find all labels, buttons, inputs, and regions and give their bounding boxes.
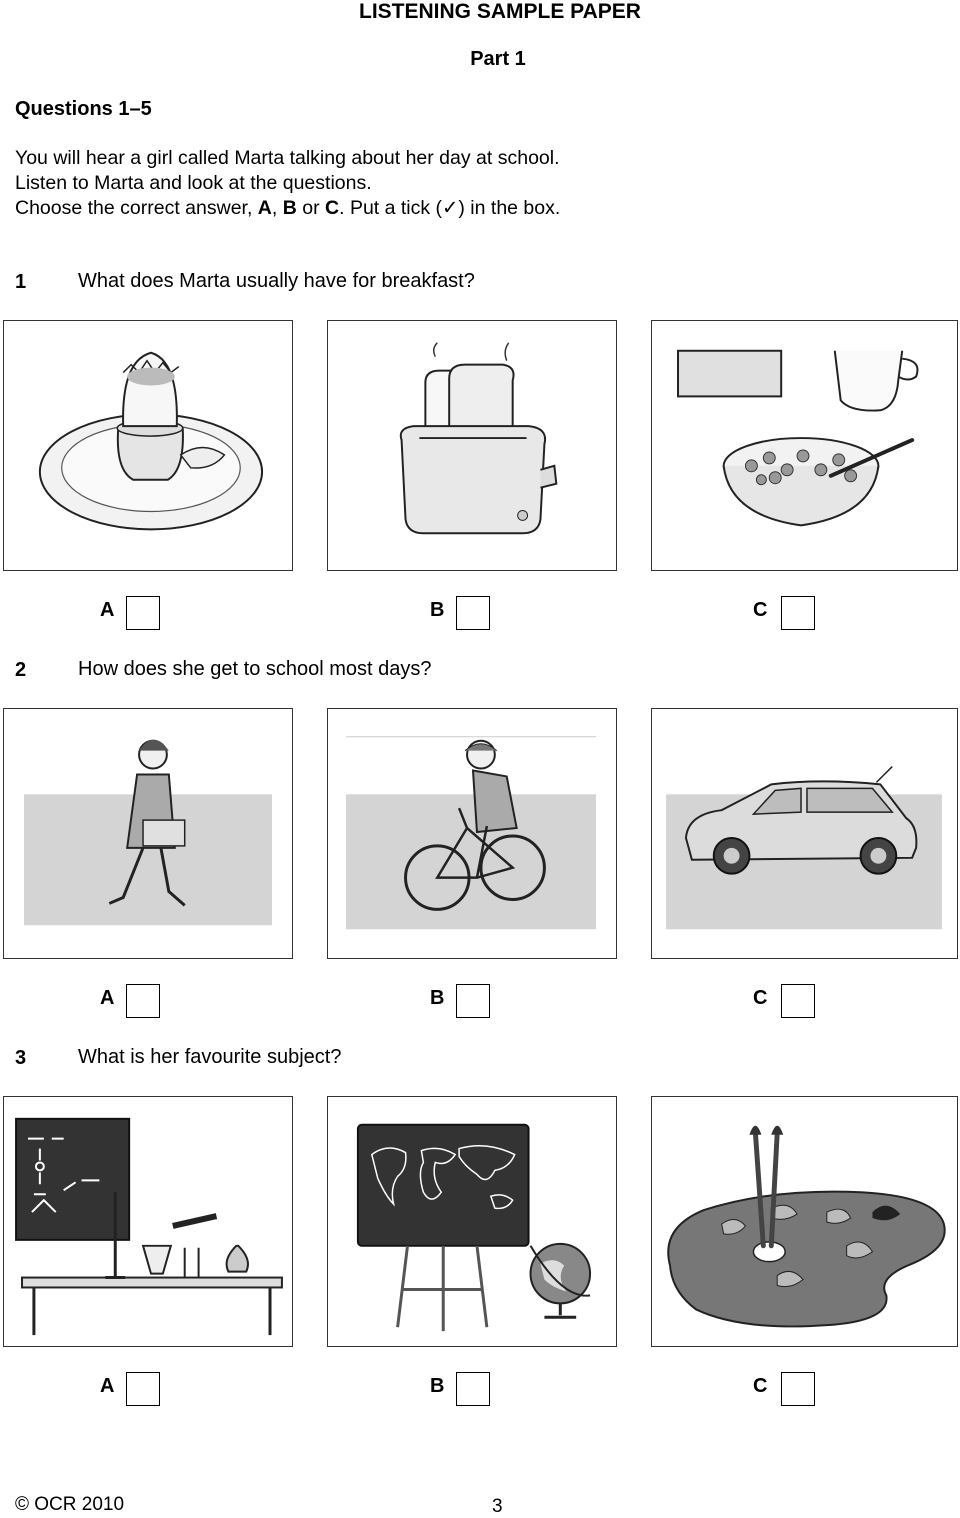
car-icon — [652, 709, 957, 958]
question-number: 2 — [15, 659, 27, 681]
part-heading: Part 1 — [470, 48, 526, 70]
instruction-line-2: Listen to Marta and look at the questions. — [15, 172, 372, 194]
paper-title: LISTENING SAMPLE PAPER — [359, 0, 641, 23]
instruction-line-3 — [15, 196, 560, 221]
tick-box-q3-b[interactable] — [456, 1372, 490, 1406]
copyright-notice: © OCR 2010 — [15, 1494, 125, 1515]
instruction-separator: or — [296, 197, 326, 219]
instruction-text: Choose the correct answer, — [15, 197, 258, 219]
questions-range-heading: Questions 1–5 — [15, 98, 152, 120]
tick-box-q3-c[interactable] — [781, 1372, 815, 1406]
option-c-emphasis: C — [325, 197, 340, 219]
instruction-line-1: You will hear a girl called Marta talking about her day at school. — [15, 147, 560, 169]
science-lab-icon — [4, 1097, 292, 1346]
walking-girl-icon — [4, 709, 292, 958]
picture-cycling — [327, 708, 617, 959]
instruction-separator: , — [271, 197, 283, 219]
question-number: 1 — [15, 271, 27, 293]
picture-science — [3, 1096, 293, 1347]
tick-box-q1-a[interactable] — [126, 596, 160, 630]
toaster-icon — [328, 321, 616, 570]
option-label-c: C — [753, 987, 768, 1009]
option-a-emphasis: A — [257, 197, 272, 219]
tick-box-q2-c[interactable] — [781, 984, 815, 1018]
picture-toaster — [327, 320, 617, 571]
option-label-c: C — [753, 599, 768, 621]
option-label-b: B — [430, 987, 445, 1009]
picture-boiled-egg — [3, 320, 293, 571]
world-map-globe-icon — [328, 1097, 616, 1346]
option-label-c: C — [753, 1375, 768, 1397]
question-text: What is her favourite subject? — [78, 1046, 342, 1068]
question-number: 3 — [15, 1047, 27, 1069]
boiled-egg-icon — [4, 321, 292, 570]
option-label-a: A — [100, 987, 115, 1009]
picture-geography — [327, 1096, 617, 1347]
picture-cereal — [651, 320, 958, 571]
question-text: How does she get to school most days? — [78, 658, 432, 680]
tick-box-q1-b[interactable] — [456, 596, 490, 630]
cycling-girl-icon — [328, 709, 616, 958]
picture-art — [651, 1096, 958, 1347]
question-text: What does Marta usually have for breakfast? — [78, 270, 475, 292]
cereal-bowl-icon — [652, 321, 957, 570]
option-label-b: B — [430, 1375, 445, 1397]
option-label-a: A — [100, 599, 115, 621]
page-number: 3 — [492, 1496, 503, 1517]
paint-palette-icon — [652, 1097, 957, 1346]
option-label-a: A — [100, 1375, 115, 1397]
picture-walking — [3, 708, 293, 959]
instruction-text: . Put a tick (✓) in the box. — [339, 197, 561, 219]
option-label-b: B — [430, 599, 445, 621]
tick-box-q2-a[interactable] — [126, 984, 160, 1018]
tick-box-q2-b[interactable] — [456, 984, 490, 1018]
option-b-emphasis: B — [282, 197, 297, 219]
tick-box-q3-a[interactable] — [126, 1372, 160, 1406]
tick-box-q1-c[interactable] — [781, 596, 815, 630]
picture-car — [651, 708, 958, 959]
